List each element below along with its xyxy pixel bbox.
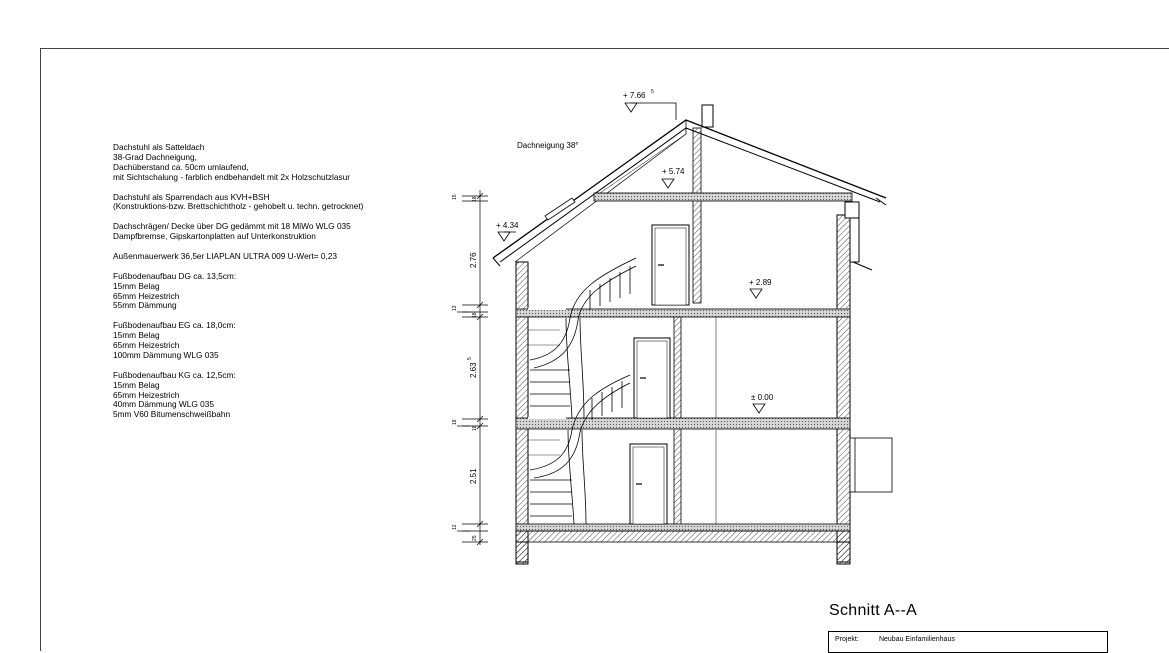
elevation-ground-floor: ± 0.00: [751, 393, 774, 402]
elevation-eaves: + 4.34: [496, 221, 519, 230]
note-line: 65mm Heizestrich: [113, 340, 180, 351]
dim-slab-kg-b: 25: [472, 535, 478, 541]
dim-slab-top-a: 15: [452, 194, 458, 200]
note-line: Dachstuhl als Satteldach: [113, 142, 205, 152]
title-block: [828, 631, 1108, 653]
note-line: 65mm Heizestrich: [113, 389, 180, 400]
dim-height-eg-superscript: 5: [467, 357, 473, 360]
dim-slab-dg-b: 18: [472, 312, 478, 318]
dim-height-eg: 2.63: [469, 362, 478, 378]
note-line: 15mm Belag: [113, 280, 160, 291]
dim-slab-kg-a: 12: [452, 524, 458, 530]
elevation-upper-floor: + 2.89: [749, 278, 772, 287]
note-line: 40mm Dämmung WLG 035: [113, 399, 214, 410]
note-line: 5mm V60 Bitumenschweißbahn: [113, 409, 231, 420]
note-line: Fußbodenaufbau KG ca. 12,5cm:: [113, 369, 236, 380]
note-line: Dachüberstand ca. 50cm umlaufend,: [113, 161, 249, 172]
elevation-ridge: + 7.66: [623, 91, 646, 100]
elevation-attic-floor: + 5.74: [662, 167, 685, 176]
dim-slab-eg-a: 18: [452, 419, 458, 425]
dim-slab-dg-a: 13: [452, 305, 458, 311]
dim-height-kg: 2.51: [469, 468, 478, 484]
note-line: 100mm Dämmung WLG 035: [113, 349, 219, 360]
spiral-staircase: [528, 258, 636, 524]
note-line: 15mm Belag: [113, 379, 160, 390]
note-line: 38-Grad Dachneigung,: [113, 151, 197, 162]
note-line: Fußbodenaufbau EG ca. 18,0cm:: [113, 320, 236, 331]
dim-slab-eg-b: 18: [472, 425, 478, 431]
note-line: mit Sichtschalung - farblich endbehandelt mit 2x Holzschutzlasur: [113, 171, 351, 182]
note-line: 15mm Belag: [113, 330, 160, 341]
section-title: Schnitt A--A: [829, 602, 918, 619]
foundations: [516, 542, 850, 564]
note-line: Außenmauerwerk 36,5er LIAPLAN ULTRA 009 U-Wert= 0,23: [113, 250, 338, 261]
note-line: Dachschrägen/ Decke über DG gedämmt mit 18 MiWo WLG 035: [113, 221, 351, 232]
note-line: Fußbodenaufbau DG ca. 13,5cm:: [113, 270, 237, 281]
dim-slab-top-b: 18: [472, 196, 478, 202]
roof-pitch-label: Dachneigung 38°: [517, 141, 579, 150]
note-line: 65mm Heizestrich: [113, 290, 180, 301]
dim-height-dg: 2.76: [469, 252, 478, 268]
note-line: Dampfbremse, Gipskartonplatten auf Unterkonstruktion: [113, 231, 316, 242]
note-line: Dachstuhl als Sparrendach aus KVH+BSH: [113, 191, 270, 202]
elevation-ridge-superscript: 5: [651, 89, 654, 95]
title-block-value: Neubau Einfamilienhaus: [878, 636, 955, 643]
note-line: 55mm Dämmung: [113, 300, 177, 311]
note-line: (Konstruktions-bzw. Brettschichtholz - gehobelt u. techn. getrocknet): [113, 201, 364, 212]
bay-window: [850, 438, 892, 492]
title-block-label: Projekt:: [835, 636, 859, 643]
